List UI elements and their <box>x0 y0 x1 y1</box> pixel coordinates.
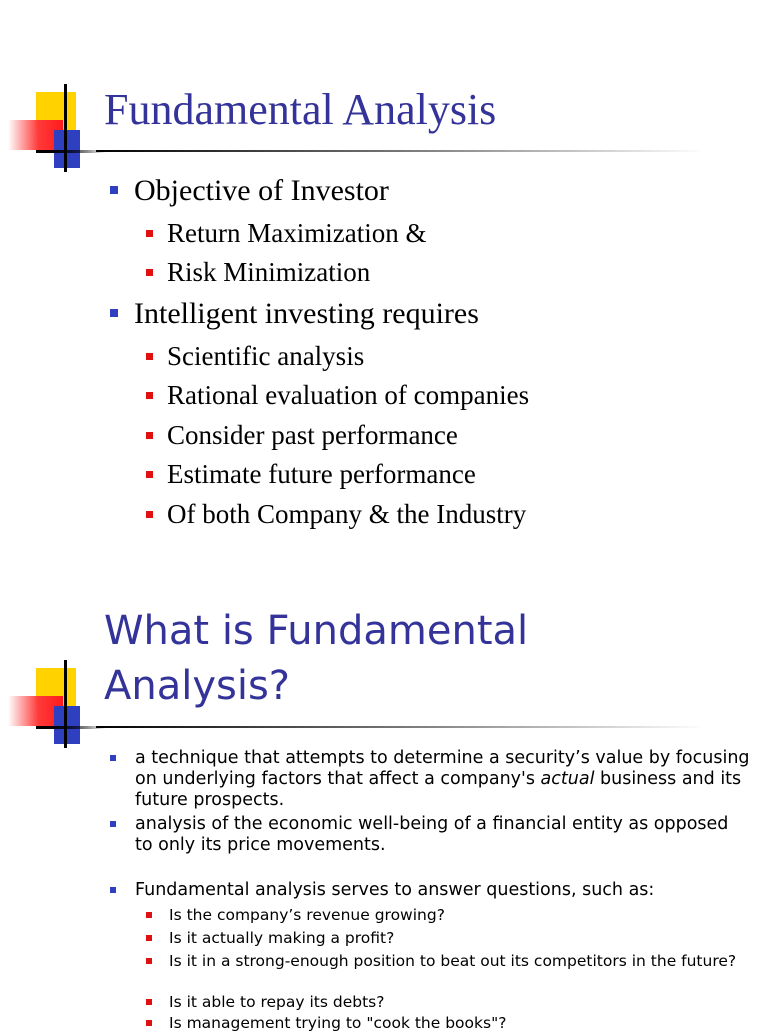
list-item: Of both Company & the Industry <box>146 498 526 530</box>
bullet-icon <box>146 471 153 478</box>
bullet-icon <box>146 511 153 518</box>
bullet-icon <box>110 887 116 893</box>
list-item: Is it in a strong-enough position to beat out its competitors in the future? <box>146 952 746 970</box>
list-item: Is management trying to "cook the books"? <box>146 1014 746 1032</box>
corner-logo-icon <box>8 660 108 760</box>
bullet-icon <box>146 269 153 276</box>
list-item: Is it actually making a profit? <box>146 929 746 947</box>
list-item: a technique that attempts to determine a security’s value by focusing on underlying factors that affect a company's actual business and its future prospects. <box>110 748 750 811</box>
list-item: Rational evaluation of companies <box>146 379 529 411</box>
list-item: Estimate future performance <box>146 458 476 490</box>
list-item: Risk Minimization <box>146 256 370 288</box>
list-item: Is the company’s revenue growing? <box>146 906 746 924</box>
bullet-icon <box>110 186 118 194</box>
list-item: Intelligent investing requires <box>110 297 479 331</box>
bullet-icon <box>146 1020 152 1026</box>
list-item: Return Maximization & <box>146 217 426 249</box>
bullet-icon <box>146 958 152 964</box>
bullet-icon <box>146 912 152 918</box>
bullet-icon <box>146 230 153 237</box>
bullet-icon <box>146 935 152 941</box>
list-item: Scientific analysis <box>146 340 364 372</box>
title-divider <box>96 726 706 728</box>
bullet-icon <box>146 353 153 360</box>
bullet-icon <box>110 821 116 827</box>
bullet-icon <box>110 309 118 317</box>
bullet-icon <box>110 755 116 761</box>
corner-logo-icon <box>8 84 108 184</box>
section-title: What is Fundamental Analysis? <box>104 608 529 709</box>
list-item: Consider past performance <box>146 419 458 451</box>
list-item: analysis of the economic well-being of a financial entity as opposed to only its price movements. <box>110 814 750 856</box>
page-title: Fundamental Analysis <box>104 85 497 134</box>
bullet-icon <box>146 392 153 399</box>
list-item: Fundamental analysis serves to answer questions, such as: <box>110 880 750 901</box>
bullet-icon <box>146 999 152 1005</box>
bullet-icon <box>146 432 153 439</box>
title-divider <box>96 150 706 152</box>
list-item: Is it able to repay its debts? <box>146 993 746 1011</box>
list-item: Objective of Investor <box>110 174 389 208</box>
